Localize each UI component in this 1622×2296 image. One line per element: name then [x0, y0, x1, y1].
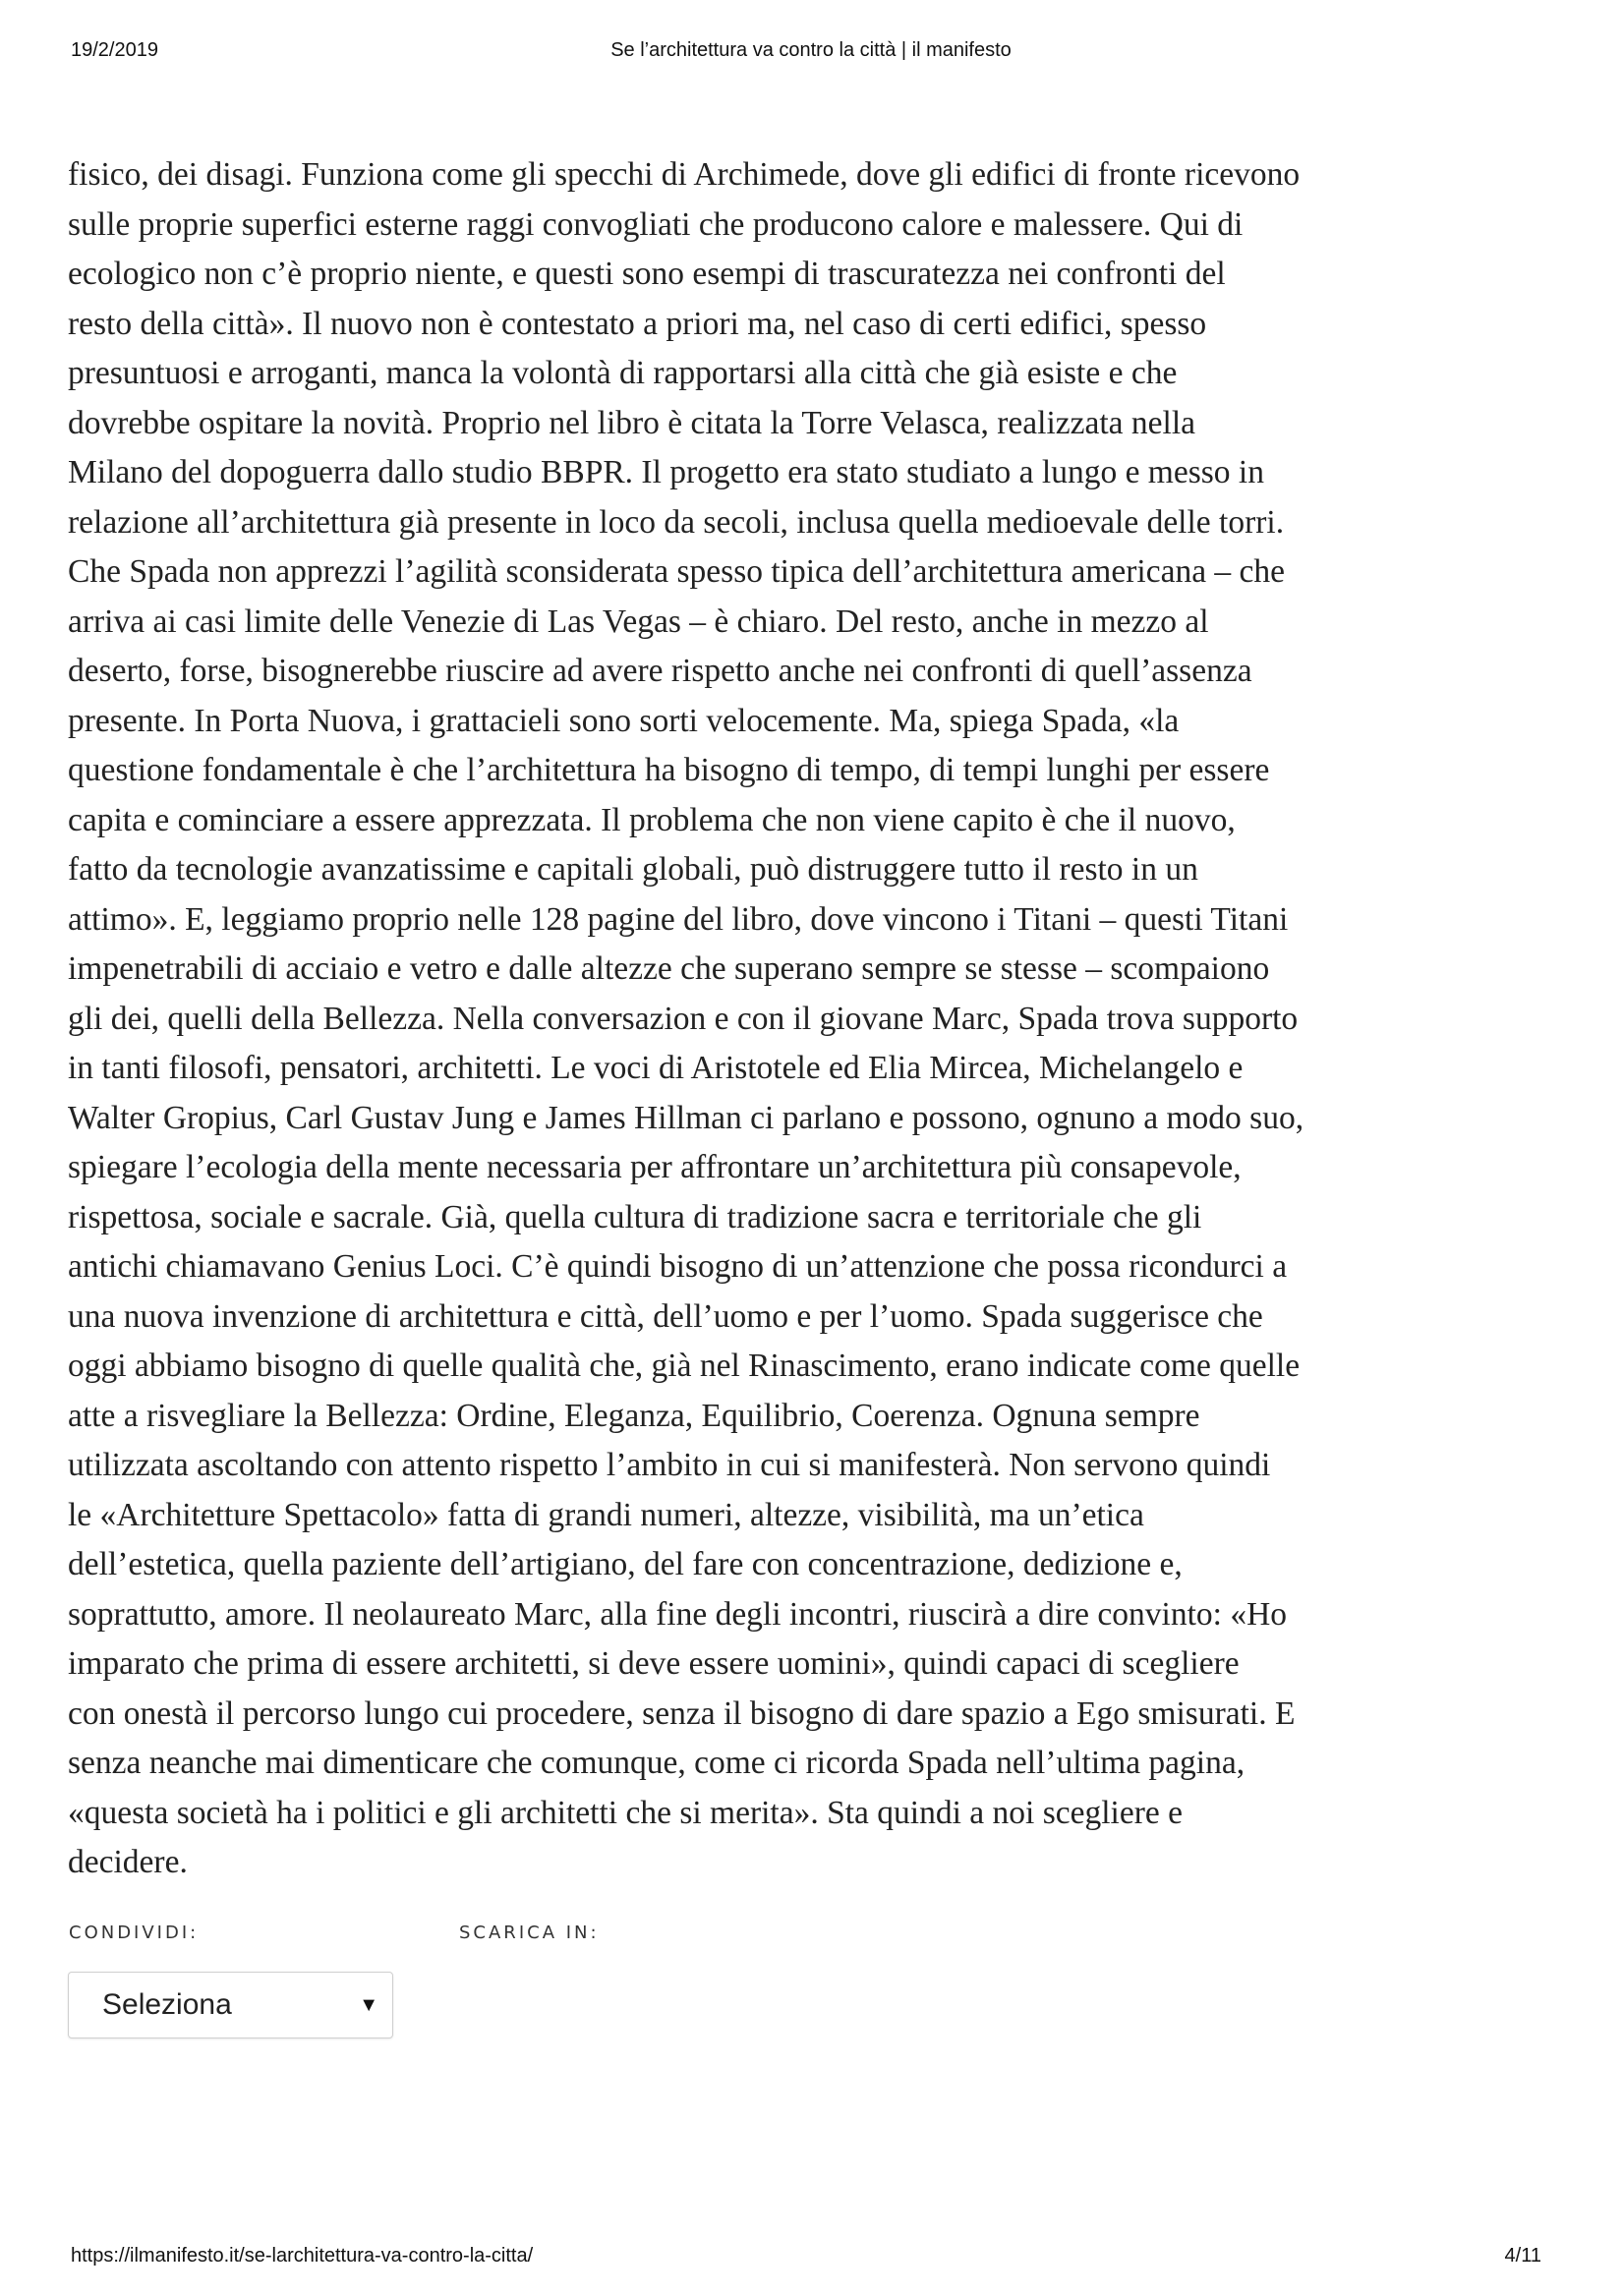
paragraph-line: relazione all’architettura già presente in loco da secoli, inclusa quella medioevale delle torri.	[68, 503, 1285, 541]
paragraph-line: spiegare l’ecologia della mente necessaria per affrontare un’architettura più consapevole,	[68, 1149, 1242, 1185]
print-header	[71, 39, 1551, 69]
page-title: Se l’architettura va contro la città | il manifesto	[610, 39, 1012, 61]
paragraph-line: arriva ai casi limite delle Venezie di Las Vegas – è chiaro. Del resto, anche in mezzo al	[68, 603, 1209, 640]
paragraph-line: dovrebbe ospitare la novità. Proprio nel libro è citata la Torre Velasca, realizzata nella	[68, 404, 1196, 441]
print-footer	[71, 2245, 1551, 2274]
paragraph-line: Walter Gropius, Carl Gustav Jung e James Hillman ci parlano e possono, ognuno a modo suo,	[68, 1099, 1304, 1136]
paragraph-line: fisico, dei disagi. Funziona come gli specchi di Archimede, dove gli edifici di fronte ricevono	[68, 156, 1301, 193]
share-select-value: Seleziona	[102, 1988, 232, 2021]
paragraph-line: sulle proprie superfici esterne raggi convogliati che producono calore e malessere. Qui di	[68, 205, 1244, 243]
paragraph-line: atte a risvegliare la Bellezza: Ordine, Eleganza, Equilibrio, Coerenza. Ognuna sempre	[68, 1397, 1200, 1434]
paragraph-line: gli dei, quelli della Bellezza. Nella conversazion e con il giovane Marc, Spada trova supporto	[68, 1000, 1299, 1037]
share-label: CONDIVIDI:	[69, 1923, 200, 1943]
paragraph-line: presuntuosi e arroganti, manca la volontà di rapportarsi alla città che già esiste e che	[68, 355, 1178, 391]
article-body	[68, 150, 1572, 1888]
page-url: https://ilmanifesto.it/se-larchitettura-va-contro-la-citta/	[71, 2245, 534, 2267]
paragraph-line: fatto da tecnologie avanzatissime e capitali globali, può distruggere tutto il resto in un	[68, 851, 1198, 888]
paragraph-line: questione fondamentale è che l’architettura ha bisogno di tempo, di tempi lunghi per essere	[68, 752, 1270, 788]
page-number: 4/11	[1504, 2245, 1541, 2267]
paragraph-line: rispettosa, sociale e sacrale. Già, quella cultura di tradizione sacra e territoriale che gli	[68, 1198, 1202, 1235]
paragraph-line: decidere.	[68, 1844, 188, 1880]
triangle-down-icon: ▼	[359, 1994, 378, 2016]
share-select[interactable]	[68, 1972, 393, 2038]
download-label: SCARICA IN:	[459, 1923, 600, 1943]
paragraph-line: antichi chiamavano Genius Loci. C’è quindi bisogno di un’attenzione che possa ricondurci a	[68, 1248, 1288, 1285]
paragraph-line: imparato che prima di essere architetti, si deve essere uomini», quindi capaci di scegliere	[68, 1645, 1240, 1682]
paragraph-line: utilizzata ascoltando con attento rispetto l’ambito in cui si manifesterà. Non servono quindi	[68, 1447, 1271, 1483]
paragraph-line: resto della città». Il nuovo non è contestato a priori ma, nel caso di certi edifici, spesso	[68, 305, 1207, 342]
paragraph-line: senza neanche mai dimenticare che comunque, come ci ricorda Spada nell’ultima pagina,	[68, 1745, 1245, 1781]
paragraph-line: impenetrabili di acciaio e vetro e dalle altezze che superano sempre se stesse – scompaiono	[68, 950, 1270, 987]
paragraph-line: le «Architetture Spettacolo» fatta di grandi numeri, altezze, visibilità, ma un’etica	[68, 1496, 1144, 1533]
paragraph-line: oggi abbiamo bisogno di quelle qualità che, già nel Rinascimento, erano indicate come quelle	[68, 1348, 1301, 1384]
paragraph-line: una nuova invenzione di architettura e città, dell’uomo e per l’uomo. Spada suggerisce che	[68, 1297, 1263, 1335]
paragraph-line: «questa società ha i politici e gli architetti che si merita». Sta quindi a noi scegliere e	[68, 1794, 1183, 1831]
paragraph-line: Che Spada non apprezzi l’agilità sconsiderata spesso tipica dell’architettura americana – che	[68, 553, 1286, 590]
paragraph-line: capita e cominciare a essere apprezzata. Il problema che non viene capito è che il nuovo,	[68, 801, 1236, 838]
paragraph-line: in tanti filosofi, pensatori, architetti. Le voci di Aristotele ed Elia Mircea, Michelangelo e	[68, 1050, 1244, 1086]
paragraph-line: ecologico non c’è proprio niente, e questi sono esempi di trascuratezza nei confronti del	[68, 256, 1226, 292]
paragraph-line: presente. In Porta Nuova, i grattacieli sono sorti velocemente. Ma, spiega Spada, «la	[68, 702, 1180, 739]
paragraph-line: dell’estetica, quella paziente dell’artigiano, del fare con concentrazione, dedizione e,	[68, 1546, 1183, 1582]
paragraph-line: soprattutto, amore. Il neolaureato Marc, alla fine degli incontri, riuscirà a dire convinto: «Ho	[68, 1595, 1288, 1633]
paragraph-line: con onestà il percorso lungo cui procedere, senza il bisogno di dare spazio a Ego smisurati. E	[68, 1694, 1296, 1732]
paragraph-line: deserto, forse, bisognerebbe riuscire ad avere rispetto anche nei confronti di quell’assenza	[68, 653, 1252, 689]
paragraph-line: attimo». E, leggiamo proprio nelle 128 pagine del libro, dove vincono i Titani – questi Titani	[68, 900, 1289, 938]
paragraph-line: Milano del dopoguerra dallo studio BBPR. Il progetto era stato studiato a lungo e messo in	[68, 454, 1264, 490]
print-date: 19/2/2019	[71, 39, 158, 61]
